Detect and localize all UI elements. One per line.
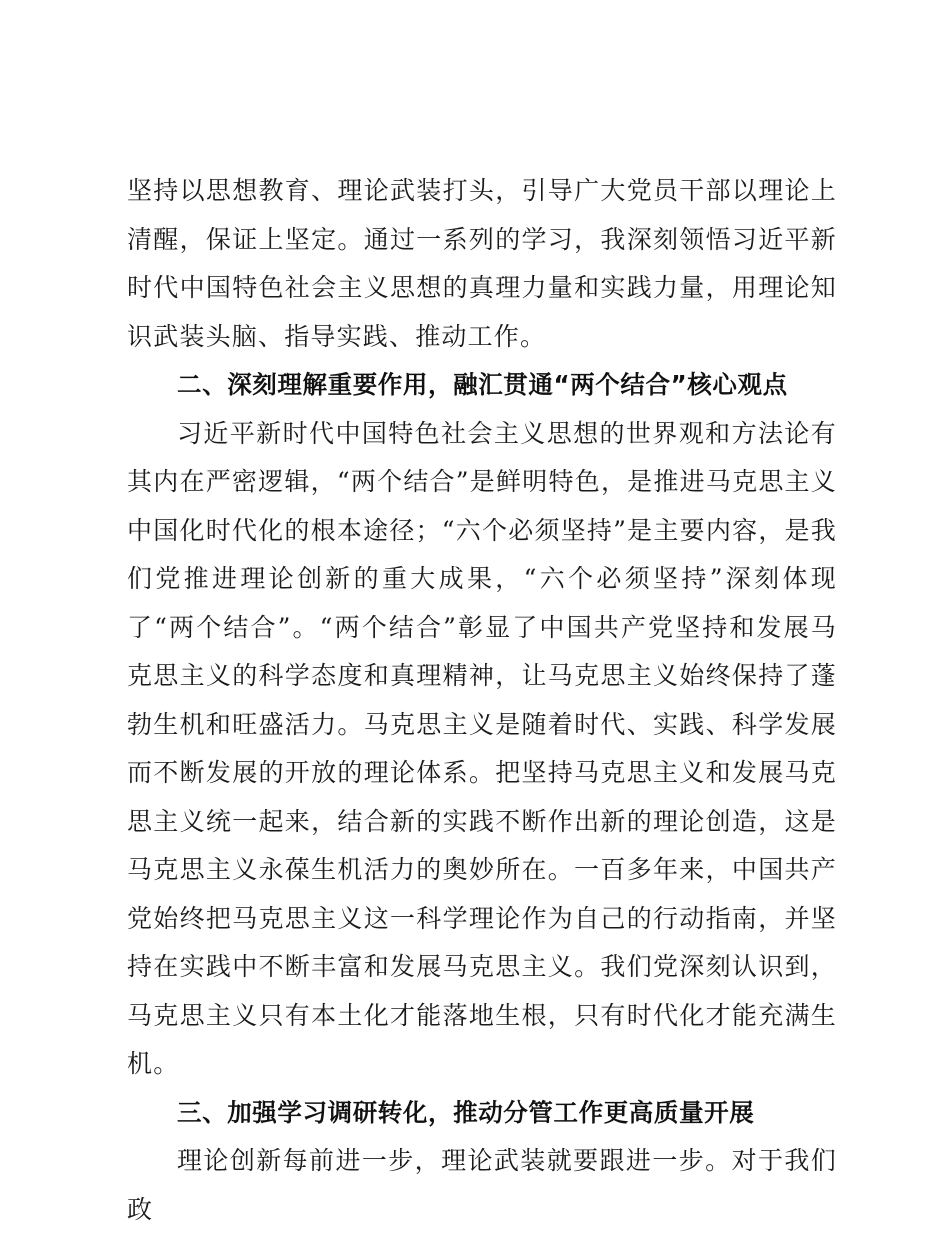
- document-body: [127, 167, 837, 1234]
- paragraph-1: 坚持以思想教育、理论武装打头，引导广大党员干部以理论上清醒，保证上坚定。通过一系列的学习，我深刻领悟习近平新时代中国特色社会主义思想的真理力量和实践力量，用理论知识武装头脑、指导实践、推动工作。: [127, 176, 837, 351]
- paragraph-3: 理论创新每前进一步，理论武装就要跟进一步。对于我们政: [127, 1146, 837, 1224]
- section-heading-3: 三、加强学习调研转化，推动分管工作更高质量开展: [177, 1097, 755, 1127]
- paragraph-2: 习近平新时代中国特色社会主义思想的世界观和方法论有其内在严密逻辑，“两个结合”是鲜明特色，是推进马克思主义中国化时代化的根本途径；“六个必须坚持”是主要内容，是我们党推进理论创新的重大成果，“六个必须坚持”深刻体现了“两个结合”。“两个结合”彰显了中国共产党坚持和发展马克思主义的科学态度和真理精神，让马克思主义始终保持了蓬勃生机和旺盛活力。马克思主义是随着时代、实践、科学发展而不断发展的开放的理论体系。把坚持马克思主义和发展马克思主义统一起来，结合新的实践不断作出新的理论创造，这是马克思主义永葆生机活力的奥妙所在。一百多年来，中国共产党始终把马克思主义这一科学理论作为自己的行动指南，并坚持在实践中不断丰富和发展马克思主义。我们党深刻认识到，马克思主义只有本土化才能落地生根，只有时代化才能充满生机。: [127, 418, 837, 1078]
- section-heading-2: 二、深刻理解重要作用，融汇贯通“两个结合”核心观点: [177, 370, 788, 399]
